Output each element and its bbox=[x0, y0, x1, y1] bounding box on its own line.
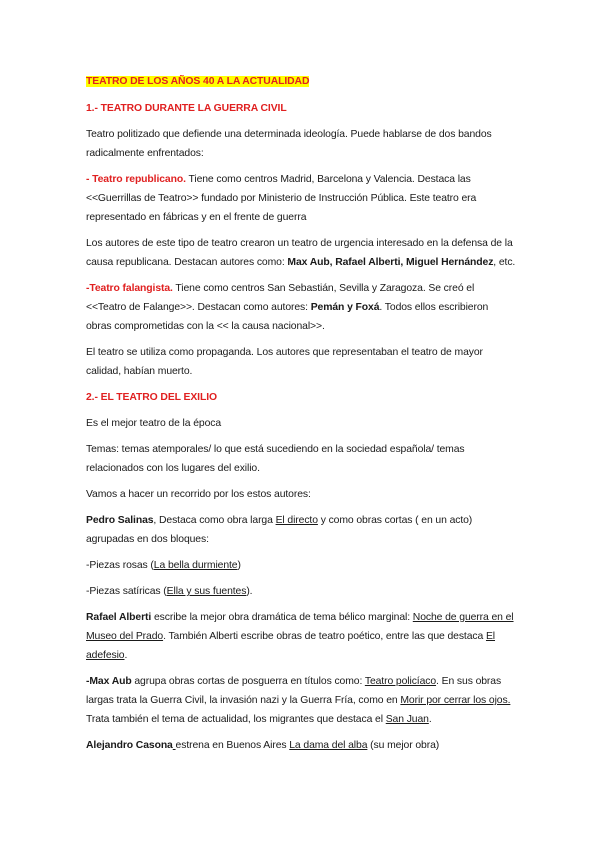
work-ella-y-sus-fuentes: Ella y sus fuentes bbox=[166, 586, 247, 597]
text-satiricas-2: ). bbox=[246, 586, 253, 597]
text-salinas-1: , Destaca como obra larga bbox=[153, 515, 276, 526]
paragraph-autores-urgencia bbox=[86, 234, 516, 272]
paragraph-piezas-satiricas bbox=[86, 582, 516, 601]
work-el-directo: El directo bbox=[275, 515, 318, 526]
text-casona-2: (su mejor obra) bbox=[367, 740, 440, 751]
text-aub-4: . bbox=[428, 714, 432, 725]
paragraph-piezas-rosas bbox=[86, 556, 516, 575]
work-teatro-policiaco: Teatro policíaco bbox=[364, 676, 437, 687]
text-satiricas-1: -Piezas satíricas ( bbox=[86, 586, 167, 597]
document-title: TEATRO DE LOS AÑOS 40 A LA ACTUALIDAD bbox=[86, 76, 310, 87]
names-autores-falangistas: Pemán y Foxá bbox=[310, 302, 380, 313]
paragraph-rafael-alberti bbox=[86, 608, 516, 665]
section-heading-exilio: 2.- EL TEATRO DEL EXILIO bbox=[86, 392, 217, 403]
document-title-line bbox=[86, 72, 516, 91]
paragraph-mejor-teatro: Es el mejor teatro de la época bbox=[86, 418, 222, 429]
dash-max-aub: - bbox=[86, 676, 90, 687]
paragraph-propaganda: El teatro se utiliza como propaganda. Los autores que representaban el teatro de mayor calidad, habían muerto. bbox=[86, 347, 483, 377]
text-alberti-2: . También Alberti escribe obras de teatro poético, entre las que destaca bbox=[163, 631, 486, 642]
paragraph-max-aub bbox=[86, 672, 516, 729]
author-rafael-alberti: Rafael Alberti bbox=[86, 612, 152, 623]
text-salinas-2: y como obras cortas ( en un acto) agrupadas en dos bloques: bbox=[86, 515, 473, 545]
paragraph-teatro-falangista bbox=[86, 279, 516, 336]
text-rosas-2: ) bbox=[237, 560, 241, 571]
text-alberti-3: . bbox=[124, 650, 128, 661]
label-teatro-republicano: - Teatro republicano. bbox=[86, 174, 186, 185]
author-max-aub: Max Aub bbox=[89, 676, 132, 687]
work-la-bella-durmiente: La bella durmiente bbox=[153, 560, 238, 571]
text-teatro-republicano: Tiene como centros Madrid, Barcelona y Valencia. Destaca las <<Guerrillas de Teatro>> fundado por Ministerio de Instrucción Pública. Este teatro era representado en fábricas y en el frente de guerra bbox=[86, 174, 477, 223]
paragraph-temas: Temas: temas atemporales/ lo que está sucediendo en la sociedad española/ temas relacionados con los lugares del exilio. bbox=[86, 444, 465, 474]
text-falangista-1: Tiene como centros San Sebastián, Sevilla y Zaragoza. Se creó el <<Teatro de Falange>>. Destacan como autores: bbox=[86, 283, 475, 313]
label-teatro-falangista: -Teatro falangista. bbox=[86, 283, 173, 294]
work-noche-de-guerra: Noche de guerra en el Museo del Prado bbox=[86, 612, 514, 642]
text-alberti-1: escribe la mejor obra dramática de tema bélico marginal: bbox=[151, 612, 413, 623]
text-aub-3: Trata también el tema de actualidad, los migrantes que destaca el bbox=[86, 714, 386, 725]
paragraph-teatro-republicano bbox=[86, 170, 516, 227]
text-falangista-2: . Todos ellos escribieron obras comprometidas con la << la causa nacional>>. bbox=[86, 302, 489, 332]
text-rosas-1: -Piezas rosas ( bbox=[86, 560, 154, 571]
text-casona-1: estrena en Buenos Aires bbox=[175, 740, 290, 751]
work-san-juan: San Juan bbox=[385, 714, 429, 725]
text-aub-1: agrupa obras cortas de posguerra en títulos como: bbox=[131, 676, 365, 687]
document-body bbox=[86, 68, 516, 762]
author-pedro-salinas: Pedro Salinas bbox=[86, 515, 154, 526]
work-el-adefesio: El adefesio bbox=[86, 631, 496, 661]
text-aub-2: . En sus obras largas trata la Guerra Civil, la invasión nazi y la Guerra Fría, como en bbox=[86, 676, 502, 706]
work-la-dama-del-alba: La dama del alba bbox=[289, 740, 368, 751]
paragraph-recorrido: Vamos a hacer un recorrido por los estos autores: bbox=[86, 489, 311, 500]
text-autores: Los autores de este tipo de teatro crearon un teatro de urgencia interesado en la defensa de la causa republicana. Destacan autores como: bbox=[86, 238, 513, 268]
text-autores-end: , etc. bbox=[493, 257, 516, 268]
paragraph-intro: Teatro politizado que defiende una determinada ideología. Puede hablarse de dos bandos radicalmente enfrentados: bbox=[86, 129, 492, 159]
section-heading-guerra-civil: 1.- TEATRO DURANTE LA GUERRA CIVIL bbox=[86, 103, 287, 114]
work-morir-por-cerrar-los-ojos: Morir por cerrar los ojos. bbox=[400, 695, 511, 706]
paragraph-pedro-salinas bbox=[86, 511, 516, 549]
paragraph-alejandro-casona bbox=[86, 736, 516, 755]
names-autores-republicanos: Max Aub, Rafael Alberti, Miguel Hernández bbox=[287, 257, 494, 268]
author-alejandro-casona: Alejandro Casona bbox=[86, 740, 173, 751]
